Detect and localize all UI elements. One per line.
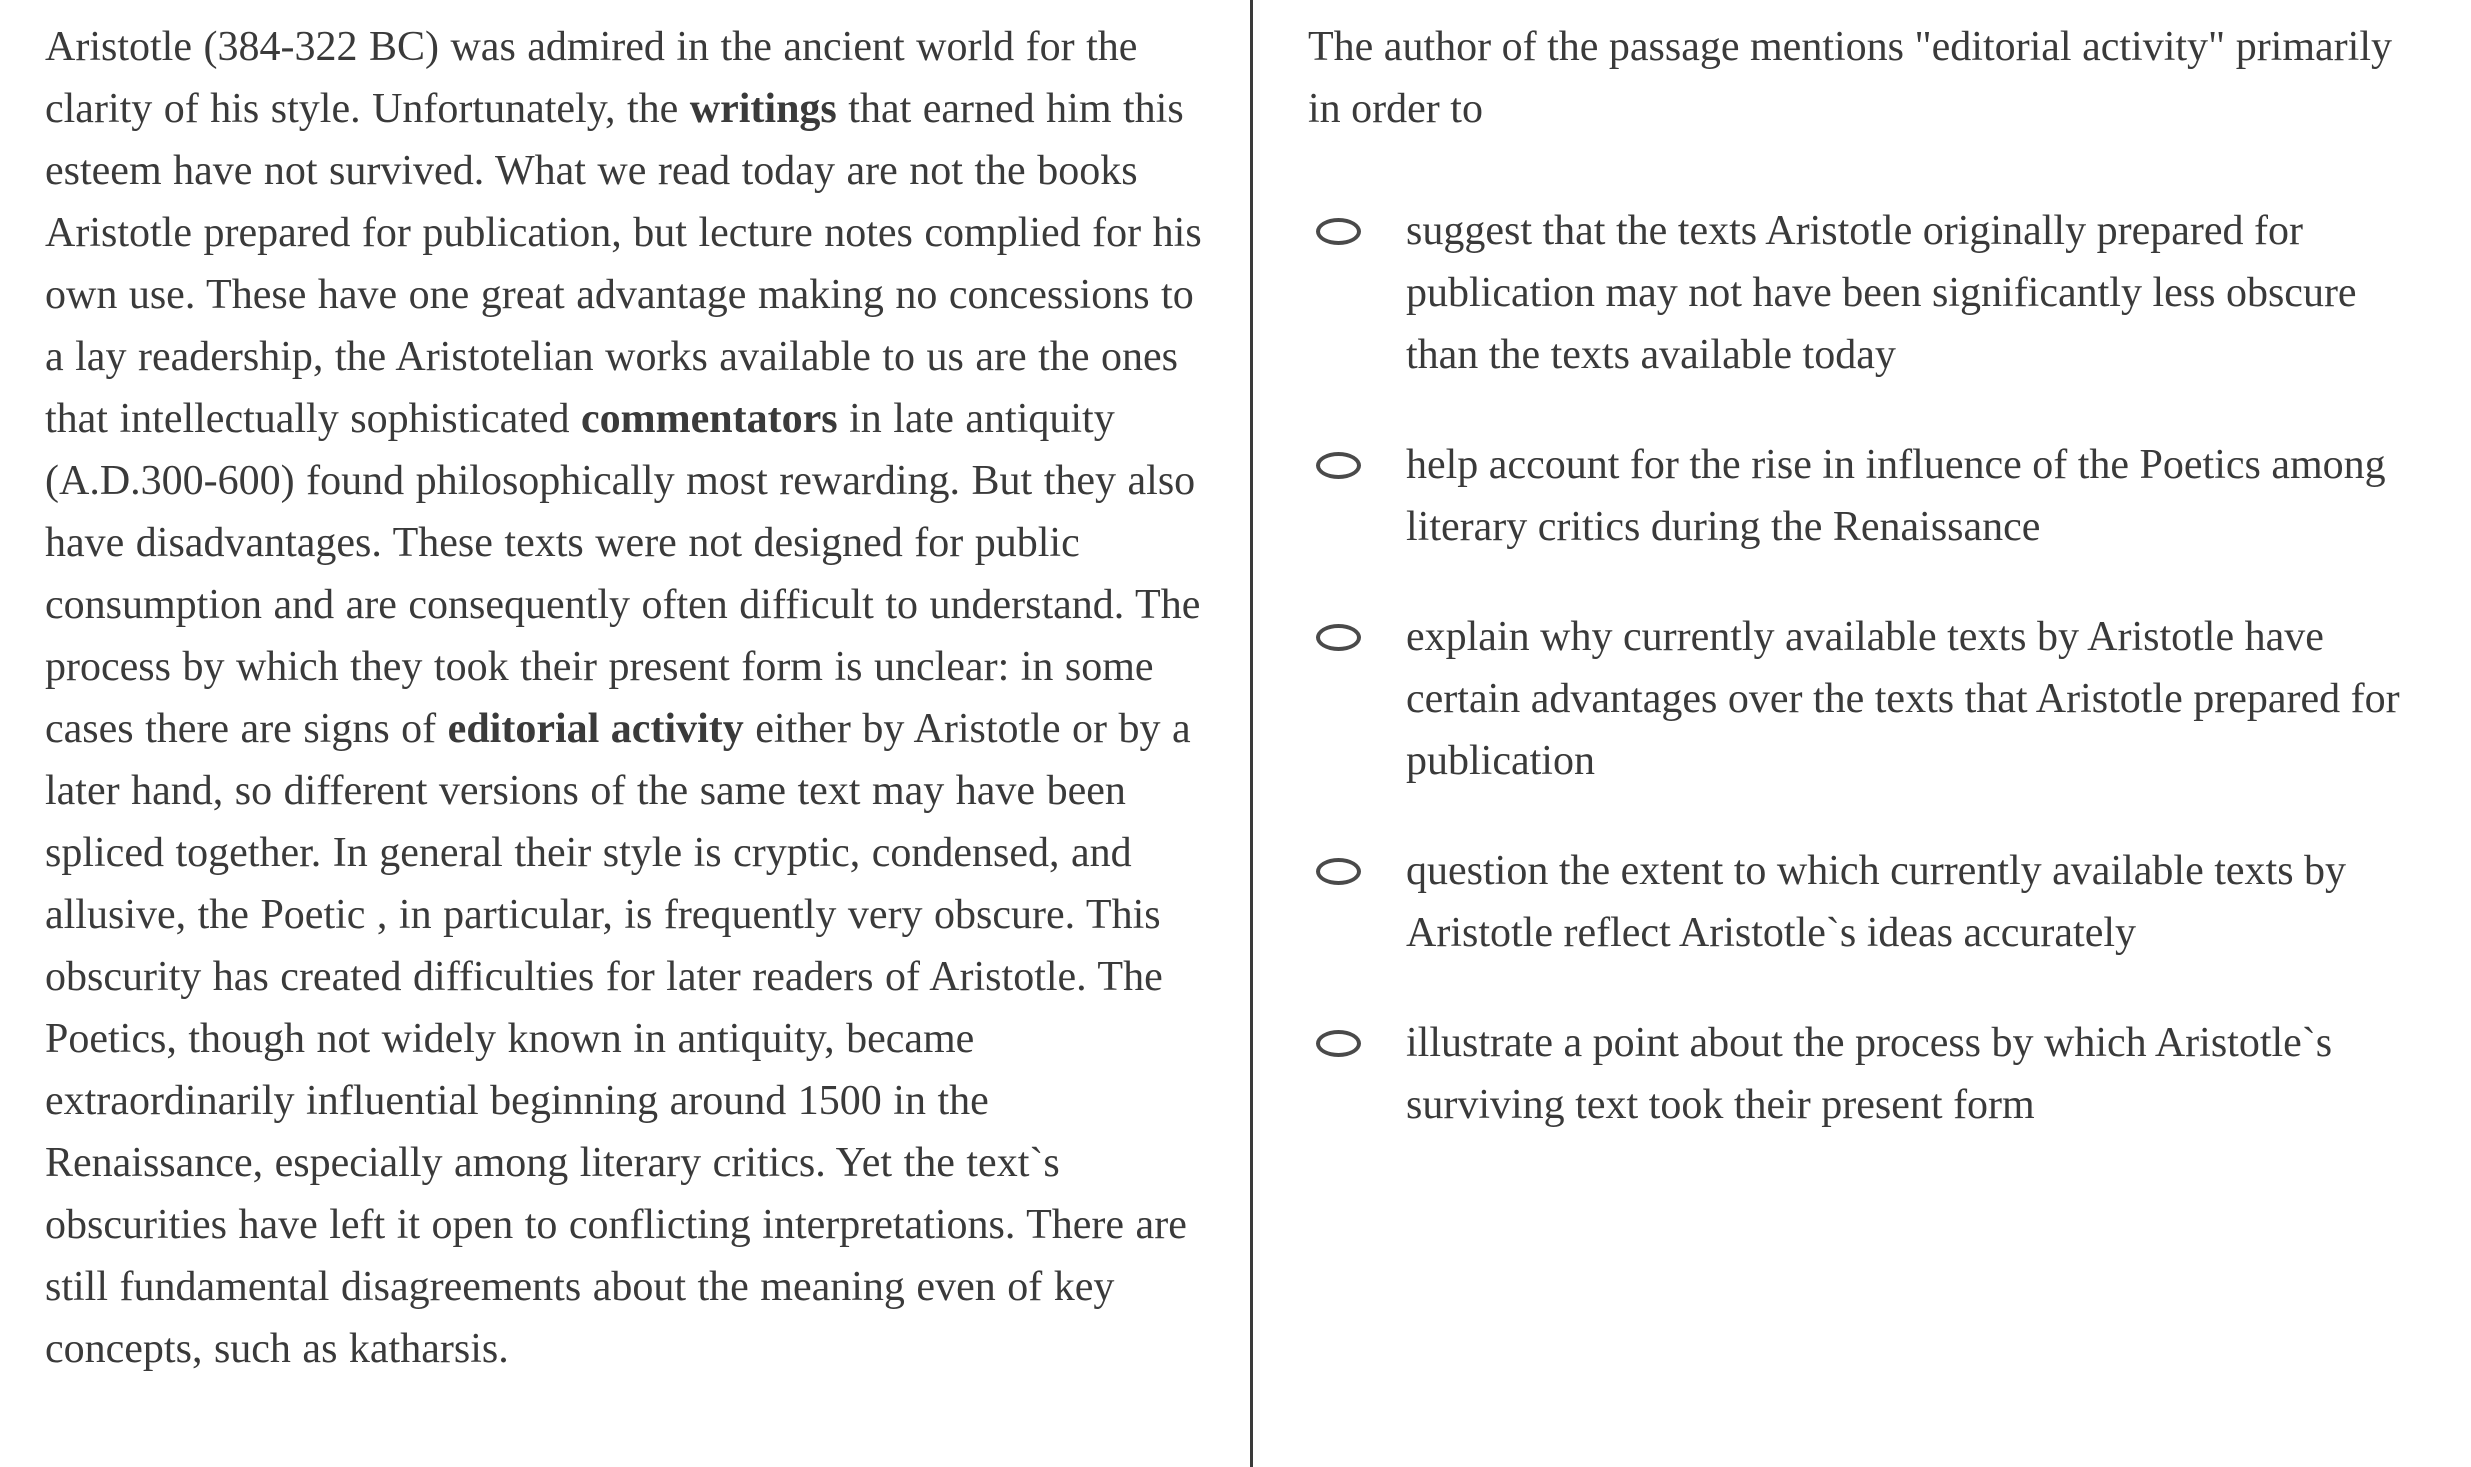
answer-option-label: illustrate a point about the process by which Aristotle`s surviving text took their present form xyxy=(1406,1020,2333,1128)
answer-option-label: question the extent to which currently available texts by Aristotle reflect Aristotle`s ideas accurately xyxy=(1406,848,2347,956)
answer-option[interactable] xyxy=(1308,200,2429,386)
radio-button-icon[interactable] xyxy=(1316,1030,1361,1057)
passage-text: Aristotle (384-322 BC) was admired in the ancient world for the clarity of his style. Unfortunately, the writings that earned him this esteem have not survived. What we read today are not the books Aristotle prepared for publication, but lecture notes complied for his own use. These have one great advantage making no concessions to a lay readership, the Aristotelian works available to us are the ones that intellectually sophisticated commentators in late antiquity (A.D.300-600) found philosophically most rewarding. But they also have disadvantages. These texts were not designed for public consumption and are consequently often difficult to understand. The process by which they took their present form is unclear: in some cases there are signs of editorial activity either by Aristotle or by a later hand, so different versions of the same text may have been spliced together. In general their style is cryptic, condensed, and allusive, the Poetic , in particular, is frequently very obscure. This obscurity has created difficulties for later readers of Aristotle. The Poetics, though not widely known in antiquity, became extraordinarily influential beginning around 1500 in the Renaissance, especially among literary critics. Yet the text`s obscurities have left it open to conflicting interpretations. There are still fundamental disagreements about the meaning even of key concepts, such as katharsis. xyxy=(45,24,1202,1372)
question-pane xyxy=(1253,0,2471,1467)
answer-option[interactable] xyxy=(1308,434,2429,558)
answer-option[interactable] xyxy=(1308,606,2429,792)
answer-option-label: suggest that the texts Aristotle originally prepared for publication may not have been significantly less obscure than the texts available today xyxy=(1406,208,2357,378)
radio-button-icon[interactable] xyxy=(1316,218,1361,245)
radio-button-icon[interactable] xyxy=(1316,624,1361,651)
answer-option-label: explain why currently available texts by Aristotle have certain advantages over the texts that Aristotle prepared for publication xyxy=(1406,614,2400,784)
answer-option-label: help account for the rise in influence of the Poetics among literary critics during the Renaissance xyxy=(1406,442,2386,550)
answer-option[interactable] xyxy=(1308,1012,2429,1136)
question-prompt: The author of the passage mentions "editorial activity" primarily in order to xyxy=(1308,24,2392,132)
options-list xyxy=(1308,200,2429,1184)
radio-button-icon[interactable] xyxy=(1316,858,1361,885)
radio-button-icon[interactable] xyxy=(1316,452,1361,479)
answer-option[interactable] xyxy=(1308,840,2429,964)
